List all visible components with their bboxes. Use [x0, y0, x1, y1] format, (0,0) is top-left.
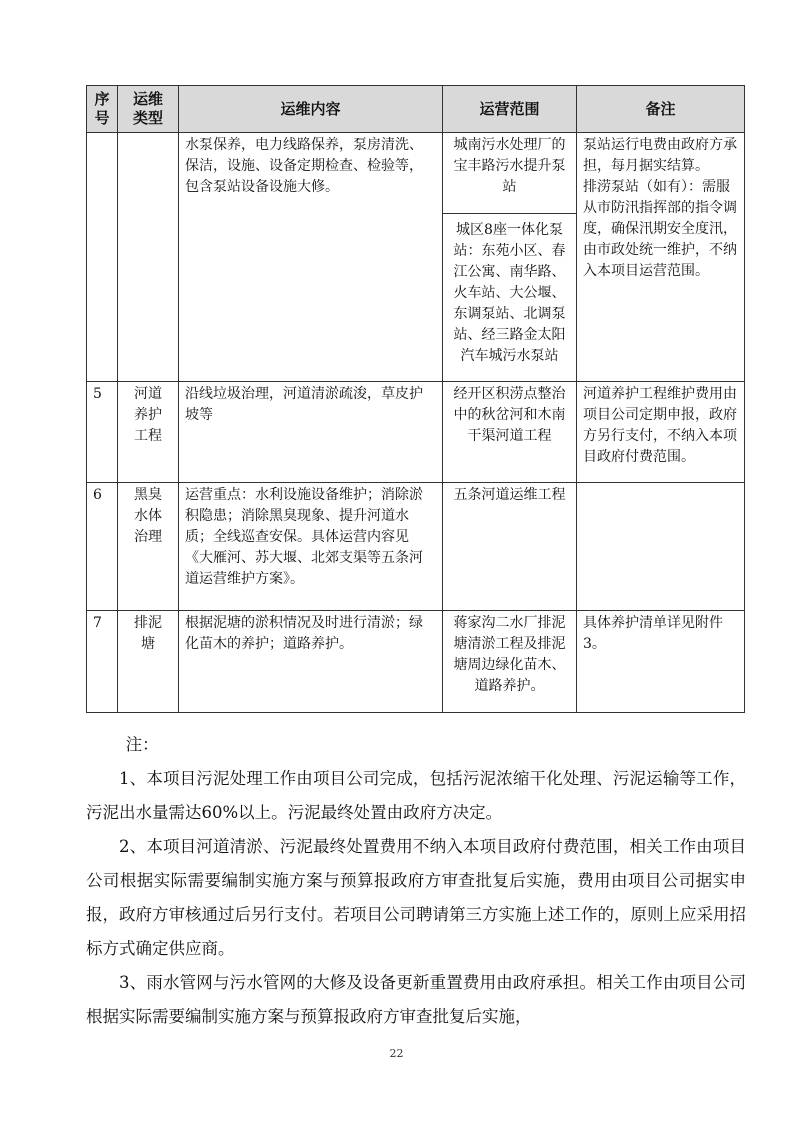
note-item-2: 2、本项目河道清淤、污泥最终处置费用不纳入本项目政府付费范围，相关工作由项目公司根据实际需要编制实施方案与预算报政府方审查批复后实施，费用由项目公司据实申报，政府方审核通过后另行支付。若项目公司聘请第三方实施上述工作的，原则上应采用招标方式确定供应商。	[86, 837, 746, 958]
table-header-row	[87, 86, 745, 133]
table-row	[87, 133, 745, 214]
cell-scope: 蒋家沟二水厂排泥塘清淤工程及排泥塘周边绿化苗木、道路养护。	[443, 611, 577, 713]
cell-note	[577, 483, 745, 611]
page-number: 22	[389, 1047, 404, 1060]
table-row	[87, 611, 745, 713]
cell-content: 沿线垃圾治理，河道清淤疏浚，草皮护坡等	[179, 382, 443, 483]
notes-heading: 注：	[125, 735, 159, 754]
cell-note: 河道养护工程维护费用由项目公司定期申报，政府方另行支付，不纳入本项目政府付费范围。	[577, 382, 745, 483]
cell-scope: 五条河道运维工程	[443, 483, 577, 611]
cell-scope: 经开区积涝点整治中的秋岔河和木南干渠河道工程	[443, 382, 577, 483]
cell-type: 排泥 塘	[118, 611, 179, 713]
table-row	[87, 483, 745, 611]
cell-content: 运营重点：水利设施设备维护；消除淤积隐患；消除黑臭现象、提升河道水质；全线巡查安保。具体运营内容见《大雁河、苏大堰、北郊支渠等五条河道运营维护方案》。	[179, 483, 443, 611]
cell-note: 泵站运行电费由政府方承担，每月据实结算。 排涝泵站（如有）：需服从市防汛指挥部的指令调度，确保汛期安全度汛，由市政处统一维护，不纳入本项目运营范围。	[577, 133, 745, 382]
cell-content: 根据泥塘的淤积情况及时进行清淤；绿化苗木的养护；道路养护。	[179, 611, 443, 713]
cell-scope: 城南污水处理厂的宝丰路污水提升泵站	[443, 133, 577, 214]
cell-no: 6	[87, 483, 118, 611]
cell-type: 黑臭 水体 治理	[118, 483, 179, 611]
notes-section	[86, 728, 746, 1034]
header-note: 备注	[577, 86, 745, 133]
table-row	[87, 382, 745, 483]
note-item-3: 3、雨水管网与污水管网的大修及设备更新重置费用由政府承担。相关工作由项目公司根据实际需要编制实施方案与预算报政府方审查批复后实施，	[86, 973, 746, 1026]
cell-no: 5	[87, 382, 118, 483]
header-type: 运维 类型	[118, 86, 179, 133]
cell-type	[118, 133, 179, 382]
cell-content: 水泵保养，电力线路保养，泵房清洗、保洁，设施、设备定期检查、检验等，包含泵站设备设施大修。	[179, 133, 443, 382]
cell-scope: 城区8座一体化泵站：东苑小区、春江公寓、南华路、火车站、大公堰、东调泵站、北调泵站、经三路金太阳汽车城污水泵站	[443, 214, 577, 382]
header-no: 序 号	[87, 86, 118, 133]
cell-no: 7	[87, 611, 118, 713]
cell-type: 河道 养护 工程	[118, 382, 179, 483]
cell-no	[87, 133, 118, 382]
cell-note: 具体养护清单详见附件3。	[577, 611, 745, 713]
header-content: 运维内容	[179, 86, 443, 133]
operations-table	[86, 85, 745, 713]
header-scope: 运营范围	[443, 86, 577, 133]
note-item-1: 1、本项目污泥处理工作由项目公司完成，包括污泥浓缩干化处理、污泥运输等工作，污泥出水量需达60%以上。污泥最终处置由政府方决定。	[86, 769, 746, 822]
